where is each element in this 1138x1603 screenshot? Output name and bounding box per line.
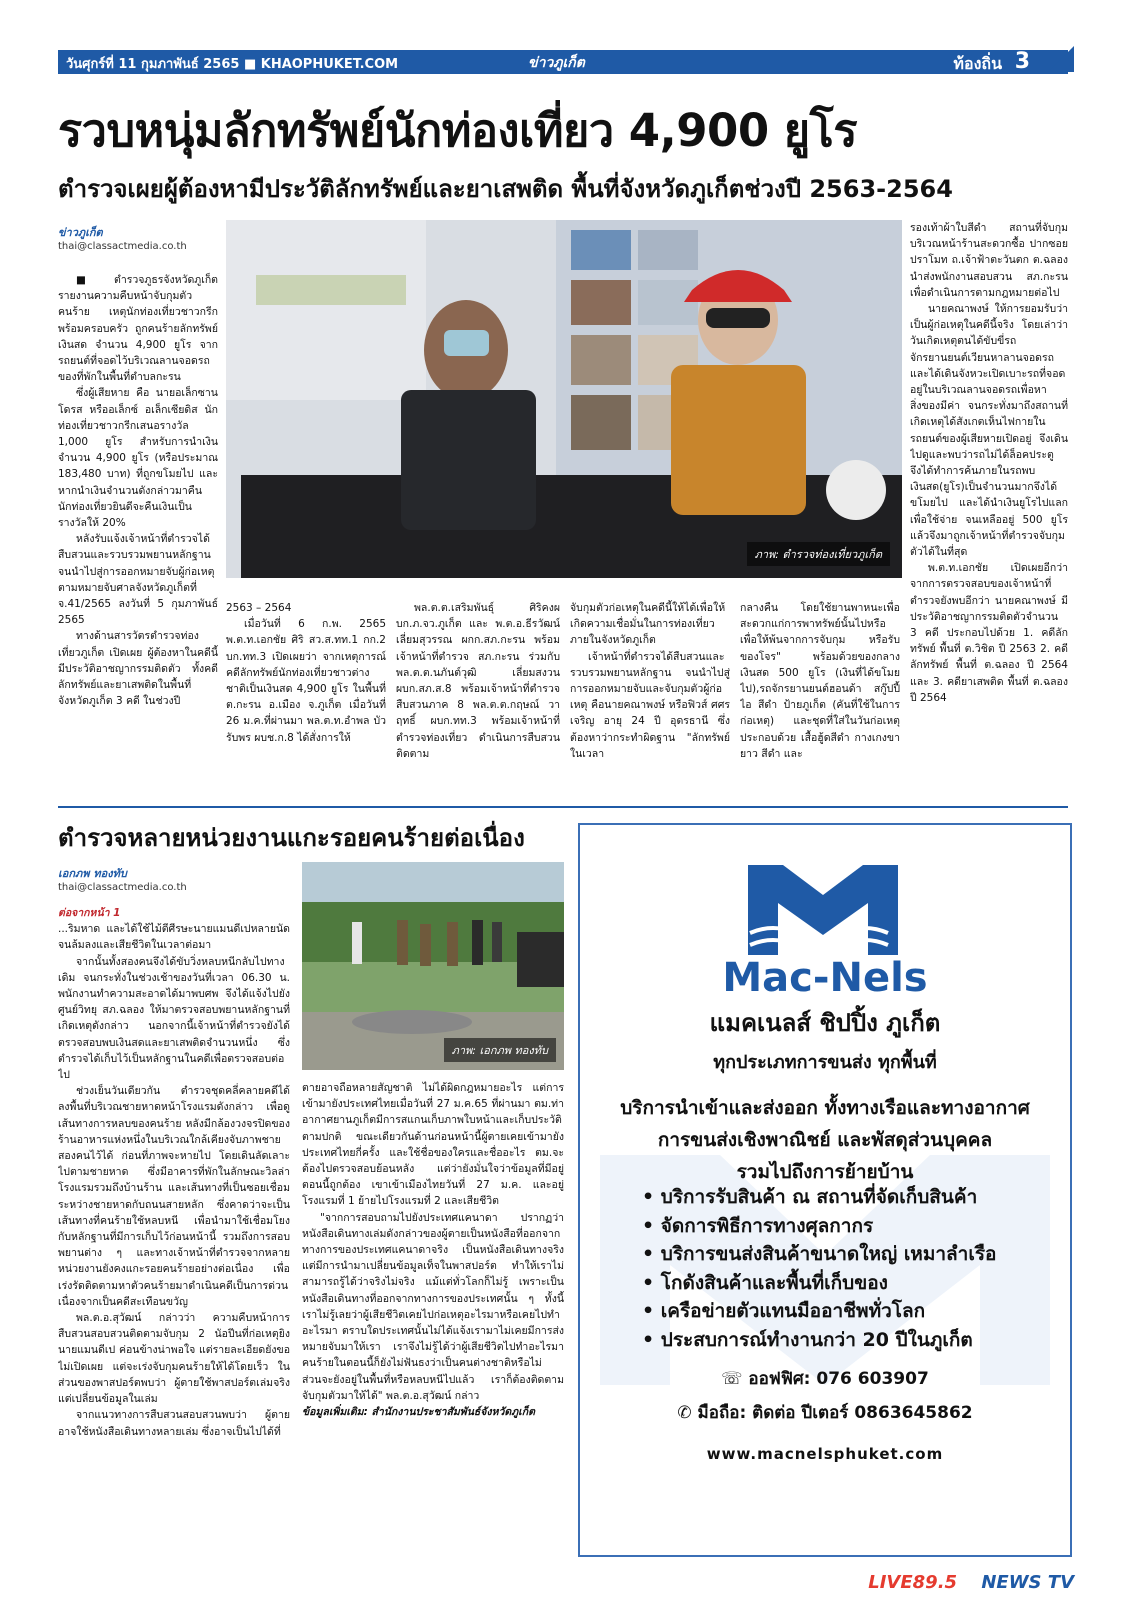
paragraph: กลางคืน โดยใช้ยานพาหนะเพื่อสะดวกแก่การพาทรัพย์นั้นไปหรือเพื่อให้พ้นจากการจับกุม หรือรับของโจร" พร้อมด้วยของกลาง เงินสด 500 ยูโร (เงินที่ได้ขโมยไป),รถจักรยานยนต์ฮอนด้า สกู๊ปปี้ ไอ สีดำ ป้ายภูเก็ต (คันที่ใช้ในการก่อเหตุ) และชุดที่ใส่ในวันก่อเหตุประกอบด้วย เสื้อฮู้ดสีดำ กางเกงขายาว สีดำ และ <box>740 602 900 760</box>
page-header-bar <box>58 50 1068 74</box>
brand-name: Mac-Nels <box>722 955 928 1001</box>
paragraph: รองเท้าผ้าใบสีดำ สถานที่จับกุม บริเวณหน้าร้านสะดวกซื้อ ปากซอยปราโมท ถ.เจ้าฟ้าตะวันตก ต.ฉลอง นำส่งพนักงานสอบสวน สภ.กะรน เพื่อดำเนินการตามกฎหมายต่อไป <box>910 222 1068 299</box>
paragraph: เมื่อวันที่ 6 ก.พ. 2565 พ.ต.ท.เอกชัย ศิริ สว.ส.ทท.1 กก.2 บก.ทท.3 เปิดเผยว่า จากเหตุการณ์คดีลักทรัพย์นักท่องเที่ยวชาวต่างชาติเป็นเงินสด 4,900 ยูโร ในพื้นที่ ต.กะรน อ.เมือง จ.ภูเก็ต เมื่อวันที่ 26 ม.ค.ที่ผ่านมา พล.ต.ท.อำพล บัวรับพร ผบช.ก.8 ได้สั่งการให้ <box>226 618 386 744</box>
mobile-contact: ✆ มือถือ: ติดต่อ ปีเตอร์ 0863645862 <box>677 1403 973 1423</box>
masthead-logo: ข่าวภูเก็ต <box>528 55 585 71</box>
service-item: • โกดังสินค้าและพื้นที่เก็บของ <box>642 1269 996 1298</box>
paragraph: ■ ตำรวจภูธรจังหวัดภูเก็ต รายงานความคืบหน้าจับกุมตัวคนร้าย เหตุนักท่องเที่ยวชาวกรีกพร้อมครอบครัว ถูกคนร้ายลักทรัพย์ เงินสด จำนวน 4,900 ยูโร จากรถยนต์ที่จอดไว้บริเวณลานจอดรถของที่พักในพื้นที่ตำบลกะรน <box>58 274 218 384</box>
corner-triangle-icon <box>1048 46 1074 72</box>
paragraph: เจ้าหน้าที่ตำรวจได้สืบสวนและรวบรวมพยานหลักฐาน จนนำไปสู่การออกหมายจับและจับกุมตัวผู้ก่อเหตุ คือนายคณาพงษ์ หรือฟิวส์ ศศรเจริญ อายุ 24 ปี อุดรธานี ซึ่งต้องหาว่ากระทำผิดฐาน "ลักทรัพย์ในเวลา <box>570 650 730 760</box>
paragraph: "จากการสอบถามไปยังประเทศแคนาดา ปรากฏว่าหนังสือเดินทางเล่มดังกล่าวของผู้ตายเป็นหนังสือที่ออกจากทางการของประเทศแคนาดาจริง เป็นหนังสือเดินทางจริง แต่มีการนำมาเปลี่ยนข้อมูลเท็จในพาสปอร์ต ทำให้เราไม่สามารถรู้ได้ว่าจริงไม่จริง แม้แต่ทั่วโลกก็ไม่รู้ เพราะเป็นหนังสือเดินทางที่ออกจากทางการของประเทศนั้น ๆ ทั้งนี้เราไม่รู้เลยว่าผู้เสียชีวิตเคยไปก่อเหตุอะไรมาหรือเคยไปทำอะไรมา ตราบใดประเทศนั้นไม่ได้แจ้งเรามาไม่เคยมีการส่งหมายจับมาให้เรา เราจึงไม่รู้ได้ว่าผู้เสียชีวิตไปทำอะไรมา คนร้ายในตอนนี้ก็ยังไม่ฟันธงว่าเป็นคนต่างชาติหรือไม่ ส่วนจะยังอยู่ในพื้นที่หรือหลบหนีไปแล้ว เราก็ต้องติดตามจับกุมตัวมาให้ได้" พล.ต.อ.สุวัฒน์ กล่าว <box>302 1211 564 1402</box>
service-item: • ประสบการณ์ทำงานกว่า 20 ปีในภูเก็ต <box>642 1326 996 1355</box>
article1-column-2 <box>226 600 386 795</box>
article2-photo <box>302 862 564 1070</box>
macnels-advertisement <box>578 823 1072 1557</box>
ad-tagline: ทุกประเภทการขนส่ง ทุกพื้นที่ <box>713 1052 937 1073</box>
ad-line-1: บริการนำเข้าและส่งออก ทั้งทางเรือและทางอากาศ <box>620 1097 1030 1119</box>
issue-date: วันศุกร์ที่ 11 กุมภาพันธ์ 2565 ■ KHAOPHUKET.COM <box>66 57 399 72</box>
ad-line-3: รวมไปถึงการย้ายบ้าน <box>736 1161 914 1183</box>
service-item: • บริการรับสินค้า ณ สถานที่จัดเก็บสินค้า <box>642 1183 996 1212</box>
author-email: thai@classactmedia.co.th <box>58 882 187 893</box>
article2-headline: ตำรวจหลายหน่วยงานแกะรอยคนร้ายต่อเนื่อง <box>58 824 525 852</box>
service-list <box>642 1183 996 1354</box>
paragraph: จากนั้นทั้งสองคนจึงได้ขับวิ่งหลบหนีกลับไปทางเดิม จนกระทั่งในช่วงเช้าของวันที่เวลา 06.30 น. พนักงานทำความสะอาดได้มาพบศพ จึงได้แจ้งไปยังศูนย์วิทยุ สภ.ฉลอง ให้มาตรวจสอบพยานหลักฐานที่เกิดเหตุดังกล่าว นอกจากนี้เจ้าหน้าที่ตำรวจยังได้ตรวจสอบพบเงินสดและยาเสพติดจำนวนหนึ่ง ซึ่งตำรวจได้เก็บไว้เป็นหลักฐานในคดีเพื่อตรวจสอบต่อไป <box>58 955 290 1082</box>
article2-column-2 <box>302 1080 564 1545</box>
article1-column-4 <box>570 600 730 795</box>
article2-column-1 <box>58 905 290 1545</box>
author-email: thai@classactmedia.co.th <box>58 241 187 252</box>
article2-byline <box>58 864 288 893</box>
paragraph: ...ริมหาด และได้ใช้ไม้ตีศีรษะนายแมนดีเปหลายนัด จนล้มลงและเสียชีวิตในเวลาต่อมา <box>58 923 290 952</box>
article1-column-5 <box>740 600 900 795</box>
office-contact: ☏ ออฟฟิศ: 076 603907 <box>721 1369 929 1389</box>
paragraph: 2563 – 2564 <box>226 602 292 614</box>
phone-icon: ☏ <box>721 1369 749 1389</box>
author-name: ข่าวภูเก็ต <box>58 226 103 239</box>
main-headline: รวบหนุ่มลักทรัพย์นักท่องเที่ยว 4,900 ยูโร <box>58 104 858 157</box>
ad-website: www.macnelsphuket.com <box>706 1445 944 1463</box>
article1-photo <box>226 220 902 578</box>
service-item: • จัดการพิธีการทางศุลกากร <box>642 1212 996 1241</box>
paragraph: จับกุมตัวก่อเหตุในคดีนี้ให้ได้เพื่อให้เกิดความเชื่อมั่นในการท่องเที่ยวภายในจังหวัดภูเก็ต <box>570 602 726 647</box>
author-name: เอกภพ ทองทับ <box>58 867 127 880</box>
article1-column-1 <box>58 272 218 792</box>
page-number: 3 <box>1014 49 1030 74</box>
paragraph: ช่วงเย็นวันเดียวกัน ตำรวจชุดคลี่คลายคดีได้ลงพื้นที่บริเวณชายหาดหน้าโรงแรมดังกล่าว เพื่อดูเส้นทางการหลบของคนร้าย หลังมีกล้องวงจรปิดของร้านอาหารแห่งหนึ่งในบริเวณใกล้เคียงจับภาพชายสองคนไว้ได้ ก่อนที่ภาพจะหายไป โดยเดินลัดเลาะไปตามชายหาด ซึ่งมีอาคารที่พักในลักษณะวิลล่าโรงแรมรวมถึงบ้านร้าน และเส้นทางที่เป็นซอยเชื่อมระหว่างชายหาดกับถนนสายหลัก ซึ่งคาดว่าจะเป็นเส้นทางที่คนร้ายใช้หลบหนี เพื่อนำมาใช้เชื่อมโยงกับหลักฐานที่มีการเก็บไว้ก่อนหน้านี้ รวมถึงการสอบพยานต่าง ๆ และทางเจ้าหน้าที่ตำรวจจากหลายหน่วยงานยังคงแกะรอยคนร้ายอย่างต่อเนื่อง เพื่อเร่งรัดติดตามหาตัวคนร้ายมาดำเนินคดีเป็นการด่วน เนื่องจากเป็นคดีสะเทือนขวัญ <box>58 1085 290 1308</box>
paragraph: พ.ต.ท.เอกชัย เปิดเผยอีกว่า จากการตรวจสอบของเจ้าหน้าที่ตำรวจยังพบอีกว่า นายคณาพงษ์ มีประวัติอาชญากรรมติดตัวจำนวน 3 คดี ประกอบไปด้วย 1. คดีลักทรัพย์ พื้นที่ ต.วิชิต ปี 2563 2. คดีลักทรัพย์ พื้นที่ ต.ฉลอง ปี 2564 และ 3. คดียาเสพติด พื้นที่ ต.ฉลอง ปี 2564 <box>910 562 1068 704</box>
photo-caption: ภาพ: ตำรวจท่องเที่ยวภูเก็ต <box>747 542 890 566</box>
article1-byline <box>58 223 218 252</box>
live895-logo: LIVE89.5 <box>868 1572 958 1593</box>
paragraph: พล.ต.อ.สุวัฒน์ กล่าวว่า ความคืบหน้าการสืบสวนสอบสวนติดตามจับกุม 2 นัอปีนที่ก่อเหตุยิงนายแมนดีเป ค่อนข้างน่าพอใจ แต่รายละเอียดยังขอไม่เปิดเผย แต่จะเร่งจับกุมคนร้ายให้ได้โดยเร็ว ในส่วนของพาสปอร์ตพบว่า ผู้ตายใช้พาสปอร์ตเล่มจริง แต่เปลี่ยนข้อมูลในเล่ม <box>58 1312 290 1406</box>
ad-title: แมคเนลส์ ชิปปิ้ง ภูเก็ต <box>709 1009 941 1037</box>
police-press-photo <box>226 220 902 578</box>
continued-from: ต่อจากหน้า 1 <box>58 907 121 919</box>
article1-column-3 <box>396 600 560 795</box>
photo-caption: ภาพ: เอกภพ ทองทับ <box>444 1038 556 1062</box>
mobile-icon: ✆ <box>677 1403 698 1423</box>
service-item: • บริการขนส่งสินค้าขนาดใหญ่ เหมาลำเรือ <box>642 1240 996 1269</box>
section-divider <box>58 806 1068 808</box>
paragraph: นายคณาพงษ์ ให้การยอมรับว่าเป็นผู้ก่อเหตุในคดีนี้จริง โดยเล่าว่า วันเกิดเหตุตนได้ขับขี่รถจักรยานยนต์เวียนหาลานจอดรถและได้เดินจังหวะเปิดเบาะรถที่จอดอยู่ในบริเวณลานจอดรถเพื่อหาสิ่งของมีค่า จนกระทั่งมาถึงสถานที่เกิดเหตุได้สังเกตเห็นไฟกายในรถยนต์ของผู้เสียหายเปิดอยู่ จึงเดินไปดูและพบว่ารถไม่ได้ล็อคประตู จึงได้ทำการค้นภายในรถพบเงินสด(ยูโร)เป็นจำนวนมากจึงได้ขโมยไป และได้นำเงินยูโรไปแลกเพื่อใช้จ่าย จนเหลืออยู่ 500 ยูโร แล้วจึงมาถูกเจ้าหน้าที่ตำรวจจับกุมตัวได้ในที่สุด <box>910 303 1068 559</box>
paragraph: ซึ่งผู้เสียหาย คือ นายอเล็กซานโดรส หรืออเล็กซ์ อเล็กเซียดิส นักท่องเที่ยวชาวกรีกเสนอรางวัล 1,000 ยูโร สำหรับการนำเงินจำนวน 4,900 ยูโร (หรือประมาณ 183,480 บาท) ที่ถูกขโมยไป และหากนำเงินจำนวนดังกล่าวมาคืน นักท่องเที่ยวยินดีจะคืนเงินเป็นรางวัลให้ 20% <box>58 387 218 530</box>
source-note: ข้อมูลเพิ่มเติม: สำนักงานประชาสัมพันธ์จังหวัดภูเก็ต <box>302 1406 535 1419</box>
paragraph: จากแนวทางการสืบสวนสอบสวนพบว่า ผู้ตายอาจใช้หนังสือเดินทางหลายเล่ม ซึ่งอาจเป็นไปได้ที่ <box>58 1409 290 1438</box>
newstv-logo: NEWS TV <box>981 1572 1074 1593</box>
paragraph: ทางด้านสารวัตรตำรวจท่องเที่ยวภูเก็ต เปิดเผย ผู้ต้องหาในคดีนี้มีประวัติอาชญากรรมติดตัว ทั้งคดีลักทรัพย์และยาเสพติดในพื้นที่จังหวัดภูเก็ต 3 คดี ในช่วงปี <box>58 630 218 708</box>
paragraph: พล.ต.ต.เสริมพันธุ์ ศิริคงผบก.ภ.จว.ภูเก็ต และ พ.ต.อ.ธีรวัฒน์ เลี่ยมสุวรรณ ผกก.สภ.กะรน พร้อมเจ้าหน้าที่ตำรวจ สภ.กะรน ร่วมกับ พล.ต.ต.นภันต์วุฒิ เลี่ยมสงวน ผบก.สภ.ส.8 พร้อมเจ้าหน้าที่ตำรวจสืบสวนภาค 8 พล.ต.ต.กฤษณ์ วาฤทธิ์ ผบก.ทท.3 พร้อมเจ้าหน้าที่ตำรวจท่องเที่ยว ดำเนินการสืบสวนติดตาม <box>396 602 560 760</box>
section-name: ท้องถิ่น <box>953 54 1002 73</box>
paragraph: ตายอาจถือหลายสัญชาติ ไม่ได้ผิดกฎหมายอะไร แต่การเข้ามายังประเทศไทยเมื่อวันที่ 27 ม.ค.65 ที่ผ่านมา ตม.ท่าอากาศยานภูเก็ตมีการสแกนเก็บภาพใบหน้าและเก็บประวัติตามปกติ ขณะเดียวกันด้านก่อนหน้านี้ผู้ตายเคยเข้ามายังประเทศไทยกี่ครั้ง และใช้ชื่อของใครและชื่ออะไร ตม.จะต้องไปตรวจสอบย้อนหลัง แต่ว่ายังมั่นใจว่าข้อมูลที่มีอยู่ตอนนี้ถูกต้อง เขาเข้าเมืองไทยวันที่ 27 ม.ค. และอยู่โรงแรมที่ 1 ย้ายไปโรงแรมที่ 2 และเสียชีวิต <box>302 1082 564 1208</box>
main-subheadline: ตำรวจเผยผู้ต้องหามีประวัติลักทรัพย์และยาเสพติด พื้นที่จังหวัดภูเก็ตช่วงปี 2563-2564 <box>58 175 953 203</box>
paragraph: หลังรับแจ้งเจ้าหน้าที่ตำรวจได้สืบสวนและรวบรวมพยานหลักฐาน จนนำไปสู่การออกหมายจับผู้ก่อเหตุ ตามหมายจับศาลจังหวัดภูเก็ตที่ จ.41/2565 ลงวันที่ 5 กุมภาพันธ์ 2565 <box>58 533 218 627</box>
footer-logos <box>868 1572 1074 1593</box>
service-item: • เครือข่ายตัวแทนมืออาชีพทั่วโลก <box>642 1297 996 1326</box>
ad-line-2: การขนส่งเชิงพาณิชย์ และพัสดุส่วนบุคคล <box>657 1129 993 1151</box>
article1-column-6 <box>910 220 1068 795</box>
